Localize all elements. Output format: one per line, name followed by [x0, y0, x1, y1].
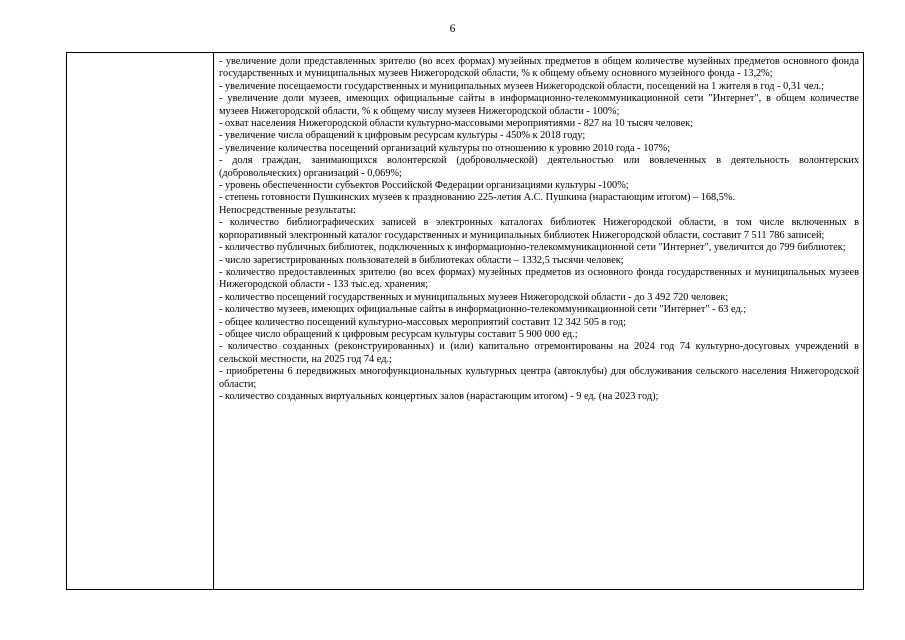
paragraph: - количество библиографических записей в электронных каталогах библиотек Нижегородской области, в том числе включенных в корпоративный электронный каталог государственных и муниципальных библиотек Нижегородской области, составит 7 511 786 записей;: [219, 217, 859, 241]
paragraph: - количество созданных виртуальных концертных залов (нарастающим итогом) - 9 ед. (на 2023 год);: [219, 390, 659, 402]
paragraph: - увеличение количества посещений организаций культуры по отношению к уровню 2010 года - 107%;: [219, 142, 671, 154]
paragraph: - доля граждан, занимающихся волонтерской (добровольческой) деятельностью или вовлеченных в деятельность волонтерских (добровольческих) организаций - 0,069%;: [219, 155, 859, 179]
paragraph: - увеличение числа обращений к цифровым ресурсам культуры - 450% к 2018 году;: [219, 130, 586, 142]
paragraph: - количество музеев, имеющих официальные сайты в информационно-телекоммуникационной сети "Интернет" - 63 ед.;: [219, 304, 747, 316]
paragraph: - степень готовности Пушкинских музеев к празднованию 225-летия А.С. Пушкина (нарастающим итогом) – 168,5%.: [219, 192, 736, 204]
document-table: [66, 52, 864, 590]
paragraph: - общее количество посещений культурно-массовых мероприятий составит 12 342 505 в год;: [219, 316, 626, 328]
paragraph: - приобретены 6 передвижных многофункциональных культурных центра (автоклубы) для обслуживания сельского населения Нижегородской области;: [219, 366, 859, 390]
paragraph: - увеличение доли представленных зрителю (во всех формах) музейных предметов в общем количестве музейных предметов основного фонда государственных и муниципальных музеев Нижегородской области, % к общему объему основного музейного фонда - 13,2%;: [219, 56, 859, 80]
paragraph: - общее число обращений к цифровым ресурсам культуры составит 5 900 000 ед.;: [219, 328, 578, 340]
paragraph: - увеличение посещаемости государственных и муниципальных музеев Нижегородской области, посещений на 1 жителя в год - 0,31 чел.;: [219, 80, 825, 92]
paragraph: - охват населения Нижегородской области культурно-массовыми мероприятиями - 827 на 10 тысяч человек;: [219, 118, 694, 130]
paragraph: - количество созданных (реконструированных) и (или) капитально отремонтированы на 2024 год 74 культурно-досуговых учреждений в сельской местности, на 2025 год 74 ед.;: [219, 341, 859, 365]
table-left-cell: [67, 53, 214, 589]
paragraph: - число зарегистрированных пользователей в библиотеках области – 1332,5 тысячи человек;: [219, 254, 624, 266]
section-heading: Непосредственные результаты:: [219, 204, 356, 216]
paragraph: - количество посещений государственных и муниципальных музеев Нижегородской области - до 3 492 720 человек;: [219, 291, 729, 303]
paragraph: - увеличение доли музеев, имеющих официальные сайты в информационно-телекоммуникационной сети "Интернет", в общем количестве музеев Нижегородской области, % к общему числу музеев Нижегородской области - 100%;: [219, 93, 859, 117]
paragraph: - количество предоставленных зрителю (во всех формах) музейных предметов из основного фонда государственных и муниципальных музеев Нижегородской области - 133 тыс.ед. хранения;: [219, 266, 859, 291]
page-number: 6: [449, 23, 456, 35]
paragraph: - уровень обеспеченности субъектов Российской Федерации организациями культуры -100%;: [219, 180, 629, 192]
paragraph: - количество публичных библиотек, подключенных к информационно-телекоммуникационной сети "Интернет", увеличится до 799 библиотек;: [219, 242, 846, 254]
table-right-cell: [214, 53, 863, 589]
